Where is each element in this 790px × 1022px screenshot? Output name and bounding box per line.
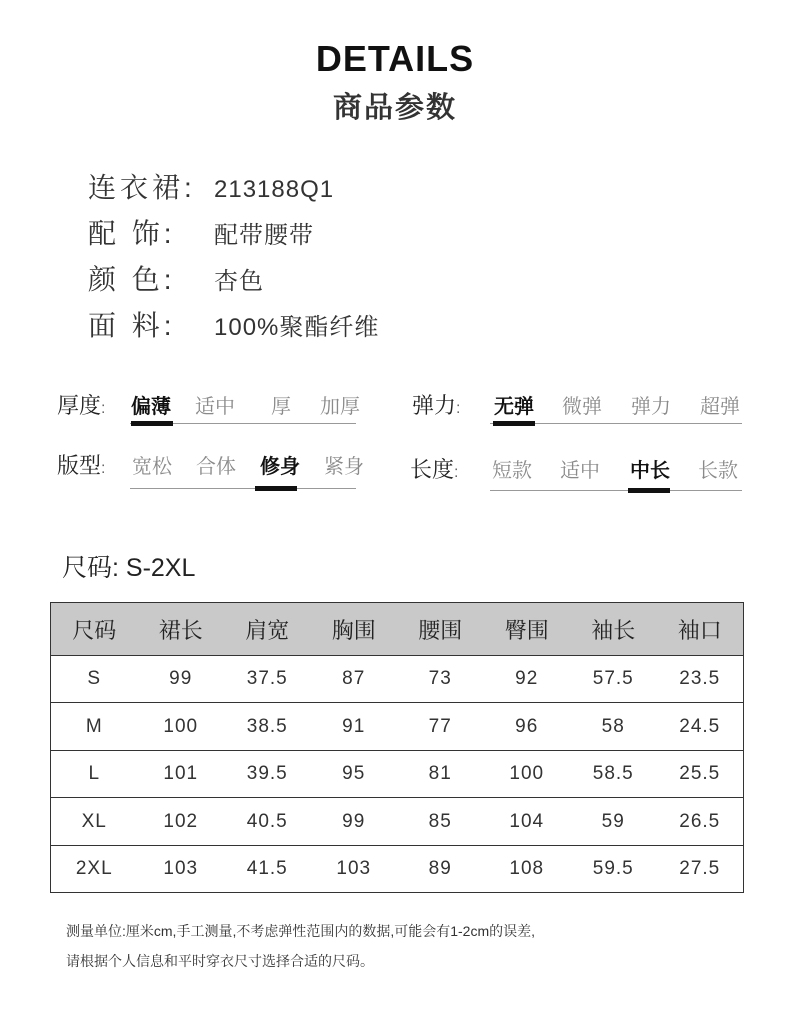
info-row-dress-code: [88, 166, 334, 206]
size-chart-header-cell: 臀围: [484, 603, 571, 656]
size-chart-cell: 2XL: [75, 857, 113, 879]
size-chart: [50, 602, 744, 893]
info-label: 面 料:: [88, 310, 176, 341]
size-chart-cell: 77: [397, 703, 484, 750]
size-chart-cell: 99: [138, 656, 225, 703]
info-label: 连衣裙:: [88, 172, 196, 203]
size-chart-cell: 89: [428, 857, 452, 879]
size-chart-cell: 39.5: [224, 750, 311, 797]
size-chart-cell: 57.5: [570, 656, 657, 703]
size-chart-cell: 108: [509, 857, 545, 879]
size-chart-cell: 25.5: [657, 750, 744, 797]
size-chart-header-row: [51, 603, 743, 656]
size-chart-header-cell: 袖长: [570, 603, 657, 656]
size-chart-cell: 92: [484, 656, 571, 703]
info-value: 杏色: [214, 268, 264, 295]
size-chart-cell: 87: [311, 656, 398, 703]
size-chart-header-cell: 袖口: [657, 603, 744, 656]
table-row: [51, 845, 743, 892]
length-option-mid-long: 中长: [630, 460, 670, 482]
size-chart-cell: 26.5: [657, 798, 744, 845]
size-chart-cell: 100: [484, 750, 571, 797]
size-chart-cell: 103: [336, 857, 372, 879]
size-chart-cell: L: [51, 750, 138, 797]
fit-label: 版型:: [57, 453, 106, 478]
thickness-selected-marker: [131, 421, 173, 426]
thickness-option-thick: 厚: [271, 396, 291, 418]
size-chart-cell: 96: [484, 703, 571, 750]
elasticity-option-none: 无弹: [494, 396, 534, 418]
size-chart-cell: 101: [138, 750, 225, 797]
thickness-option-thin: 偏薄: [131, 396, 171, 418]
size-chart-cell: 95: [311, 750, 398, 797]
size-chart-cell: 100: [138, 703, 225, 750]
size-chart-cell: 58: [570, 703, 657, 750]
size-chart-cell: 73: [397, 656, 484, 703]
info-row-accessory: [88, 212, 314, 252]
info-row-color: [88, 258, 264, 298]
size-chart-cell: S: [51, 656, 138, 703]
size-chart-table: [51, 603, 743, 892]
table-row: [51, 798, 743, 845]
length-option-medium: 适中: [560, 460, 600, 482]
length-scale-line: [490, 490, 742, 491]
length-label: 长度:: [410, 457, 459, 482]
size-chart-cell: 27.5: [679, 857, 721, 879]
elasticity-selected-marker: [493, 421, 535, 426]
fit-option-loose: 宽松: [132, 456, 172, 478]
length-option-short: 短款: [492, 460, 532, 482]
size-chart-cell: 103: [163, 857, 199, 879]
elasticity-option-slight: 微弹: [562, 396, 602, 418]
size-chart-cell: 102: [138, 798, 225, 845]
size-chart-cell: 23.5: [657, 656, 744, 703]
size-advice-note: 请根据个人信息和平时穿衣尺寸选择合适的尺码。: [66, 953, 374, 969]
elasticity-option-stretch: 弹力: [631, 396, 671, 418]
measurement-note: 测量单位:厘米cm,手工测量,不考虑弹性范围内的数据,可能会有1-2cm的误差,: [66, 923, 536, 939]
size-chart-cell: 24.5: [657, 703, 744, 750]
title-english: DETAILS: [315, 38, 475, 79]
size-chart-cell: 59.5: [592, 857, 634, 879]
size-chart-header-cell: 裙长: [138, 603, 225, 656]
size-chart-cell: 58.5: [570, 750, 657, 797]
elasticity-label: 弹力:: [412, 393, 461, 418]
size-chart-cell: 40.5: [224, 798, 311, 845]
info-label: 颜 色:: [88, 264, 176, 295]
fit-option-regular: 合体: [196, 456, 236, 478]
size-chart-cell: 37.5: [224, 656, 311, 703]
size-chart-cell: 41.5: [246, 857, 288, 879]
table-row: [51, 703, 743, 750]
info-value: 213188Q1: [214, 176, 335, 203]
fit-option-tight: 紧身: [324, 456, 364, 478]
size-chart-cell: 91: [311, 703, 398, 750]
size-chart-cell: M: [51, 703, 138, 750]
size-chart-cell: 99: [311, 798, 398, 845]
size-chart-header-cell: 腰围: [397, 603, 484, 656]
size-chart-header-cell: 肩宽: [224, 603, 311, 656]
info-value: 配带腰带: [214, 222, 314, 249]
size-chart-cell: XL: [51, 798, 138, 845]
info-row-fabric: [88, 304, 379, 344]
thickness-label: 厚度:: [57, 393, 106, 418]
thickness-option-medium: 适中: [195, 396, 235, 418]
size-chart-body: [51, 656, 743, 893]
size-chart-cell: 85: [397, 798, 484, 845]
table-row: [51, 656, 743, 703]
size-chart-cell: 59: [570, 798, 657, 845]
size-chart-cell: 38.5: [224, 703, 311, 750]
fit-scale-line: [130, 488, 356, 489]
fit-option-slim: 修身: [260, 456, 300, 478]
thickness-option-extra-thick: 加厚: [320, 396, 360, 418]
size-chart-header-cell: 胸围: [311, 603, 398, 656]
elasticity-option-super: 超弹: [700, 396, 740, 418]
info-value: 100%聚酯纤维: [214, 314, 380, 341]
title-chinese: 商品参数: [332, 92, 457, 124]
size-range-label: 尺码: S-2XL: [62, 554, 196, 582]
length-option-long: 长款: [698, 460, 738, 482]
length-selected-marker: [628, 488, 670, 493]
info-label: 配 饰:: [88, 218, 176, 249]
size-chart-cell: 81: [397, 750, 484, 797]
table-row: [51, 750, 743, 797]
size-chart-header-cell: 尺码: [51, 603, 138, 656]
size-chart-cell: 104: [484, 798, 571, 845]
fit-selected-marker: [255, 486, 297, 491]
